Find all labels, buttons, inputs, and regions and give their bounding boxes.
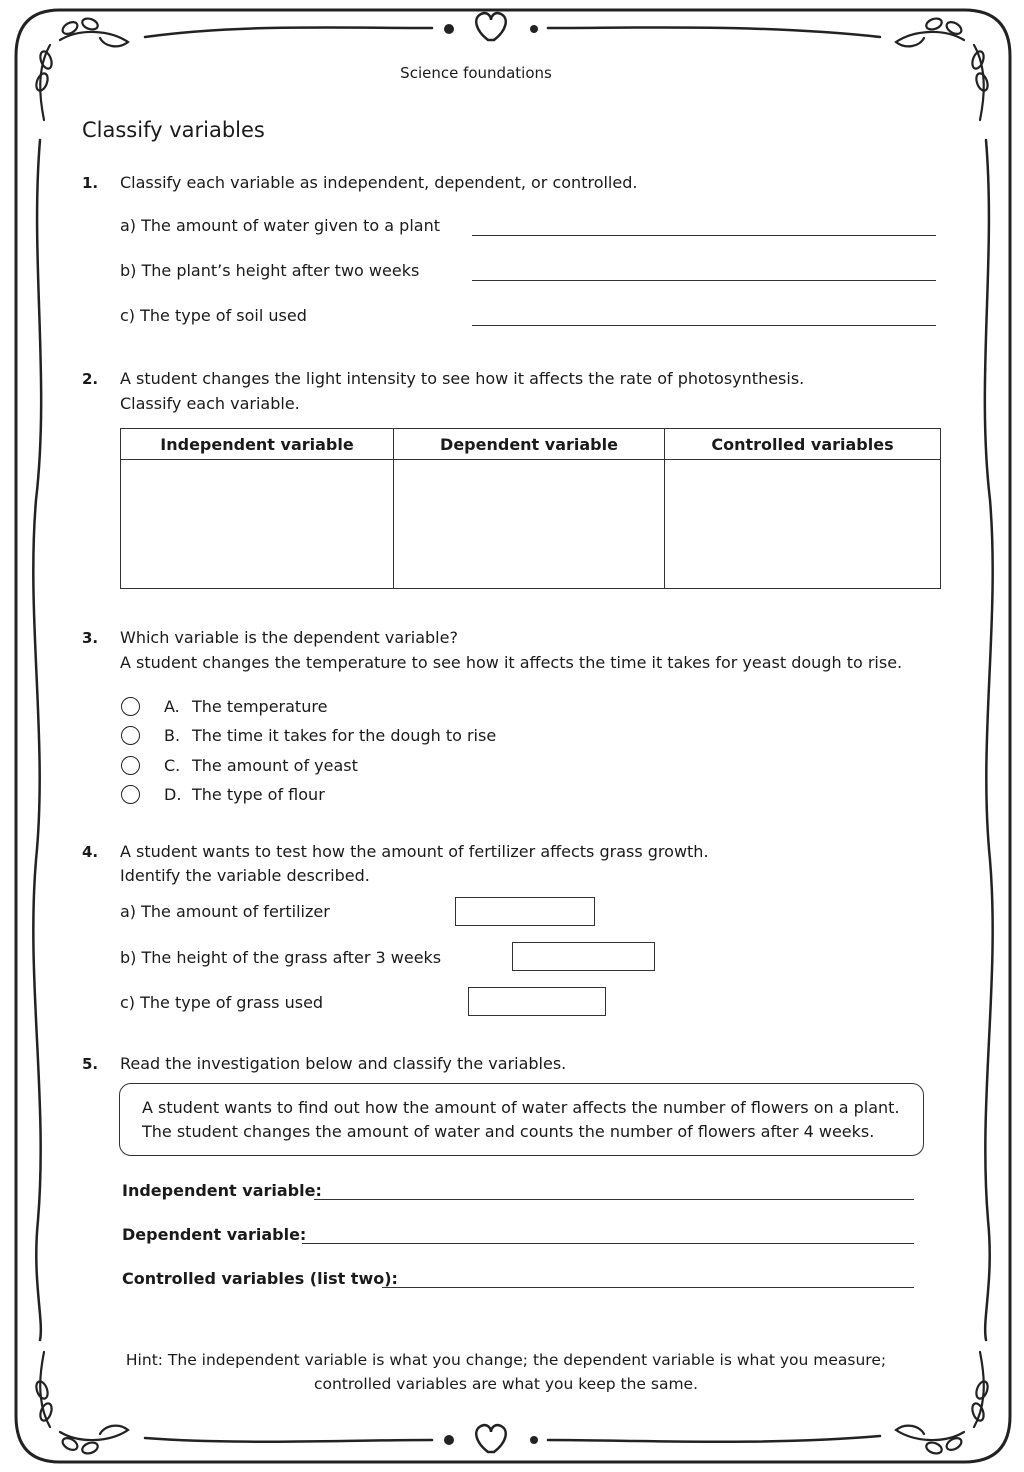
independent-answer-line[interactable] <box>314 1199 914 1200</box>
option-d-letter: D. <box>164 785 182 804</box>
q2-prompt-line2: Classify each variable. <box>120 394 300 413</box>
hint-line2: controlled variables are what you keep the same. <box>313 1375 699 1393</box>
page-title: Classify variables <box>82 118 265 142</box>
q1-item-b: b) The plant’s height after two weeks <box>120 261 420 280</box>
scenario-line2: The student changes the amount of water and counts the number of flowers after 4 weeks. <box>142 1122 875 1141</box>
q1-item-c: c) The type of soil used <box>120 306 307 325</box>
dependent-answer-line[interactable] <box>302 1243 914 1244</box>
q1-answer-line-c[interactable] <box>472 325 936 326</box>
q4-answer-box-c[interactable] <box>468 987 606 1016</box>
q4-item-a: a) The amount of fertilizer <box>120 902 330 921</box>
controlled-answer-line[interactable] <box>382 1287 914 1288</box>
col-independent: Independent variable <box>121 429 394 460</box>
heart-icon-bottom <box>444 1425 538 1452</box>
cell-independent[interactable] <box>121 460 394 589</box>
q5-number: 5. <box>82 1055 99 1073</box>
q4-number: 4. <box>82 843 99 861</box>
option-c-letter: C. <box>164 756 181 775</box>
q3-prompt-line1: Which variable is the dependent variable? <box>120 628 458 647</box>
option-a-text: The temperature <box>192 697 328 716</box>
independent-label: Independent variable: <box>122 1181 322 1200</box>
col-dependent: Dependent variable <box>394 429 665 460</box>
variables-table <box>120 428 941 589</box>
q3-number: 3. <box>82 629 99 647</box>
option-a-radio[interactable] <box>121 697 140 716</box>
q4-answer-box-b[interactable] <box>512 942 655 971</box>
q1-item-a: a) The amount of water given to a plant <box>120 216 440 235</box>
scenario-line1: A student wants to find out how the amount of water affects the number of flowers on a plant. <box>142 1098 900 1117</box>
option-d-radio[interactable] <box>121 785 140 804</box>
option-b-text: The time it takes for the dough to rise <box>192 726 497 745</box>
q4-item-c: c) The type of grass used <box>120 993 324 1012</box>
cell-controlled[interactable] <box>665 460 941 589</box>
option-b-letter: B. <box>164 726 181 745</box>
q2-prompt-line1: A student changes the light intensity to see how it affects the rate of photosynthesis. <box>120 369 805 388</box>
controlled-label: Controlled variables (list two): <box>122 1269 398 1288</box>
hint-text <box>0 1348 1012 1396</box>
q2-number: 2. <box>82 370 99 388</box>
option-c-text: The amount of yeast <box>192 756 358 775</box>
q4-item-b: b) The height of the grass after 3 weeks <box>120 948 442 967</box>
option-c-radio[interactable] <box>121 756 140 775</box>
dependent-label: Dependent variable: <box>122 1225 307 1244</box>
col-controlled: Controlled variables <box>665 429 941 460</box>
q3-prompt-line2: A student changes the temperature to see how it affects the time it takes for yeast dough to rise. <box>120 653 903 672</box>
subject-header: Science foundations <box>400 64 552 82</box>
option-b-radio[interactable] <box>121 726 140 745</box>
hint-line1: Hint: The independent variable is what you change; the dependent variable is what you measure; <box>125 1351 887 1369</box>
q5-prompt: Read the investigation below and classify the variables. <box>120 1054 567 1073</box>
option-a-letter: A. <box>164 697 180 716</box>
q4-prompt-line2: Identify the variable described. <box>120 866 370 885</box>
q1-answer-line-b[interactable] <box>472 280 936 281</box>
option-d-text: The type of flour <box>192 785 325 804</box>
q1-prompt: Classify each variable as independent, dependent, or controlled. <box>120 173 638 192</box>
q1-answer-line-a[interactable] <box>472 235 936 236</box>
scenario-box <box>119 1083 924 1156</box>
q1-number: 1. <box>82 174 99 192</box>
q4-prompt-line1: A student wants to test how the amount of fertilizer affects grass growth. <box>120 842 709 861</box>
heart-icon-top <box>444 13 538 40</box>
q4-answer-box-a[interactable] <box>455 897 595 926</box>
cell-dependent[interactable] <box>394 460 665 589</box>
